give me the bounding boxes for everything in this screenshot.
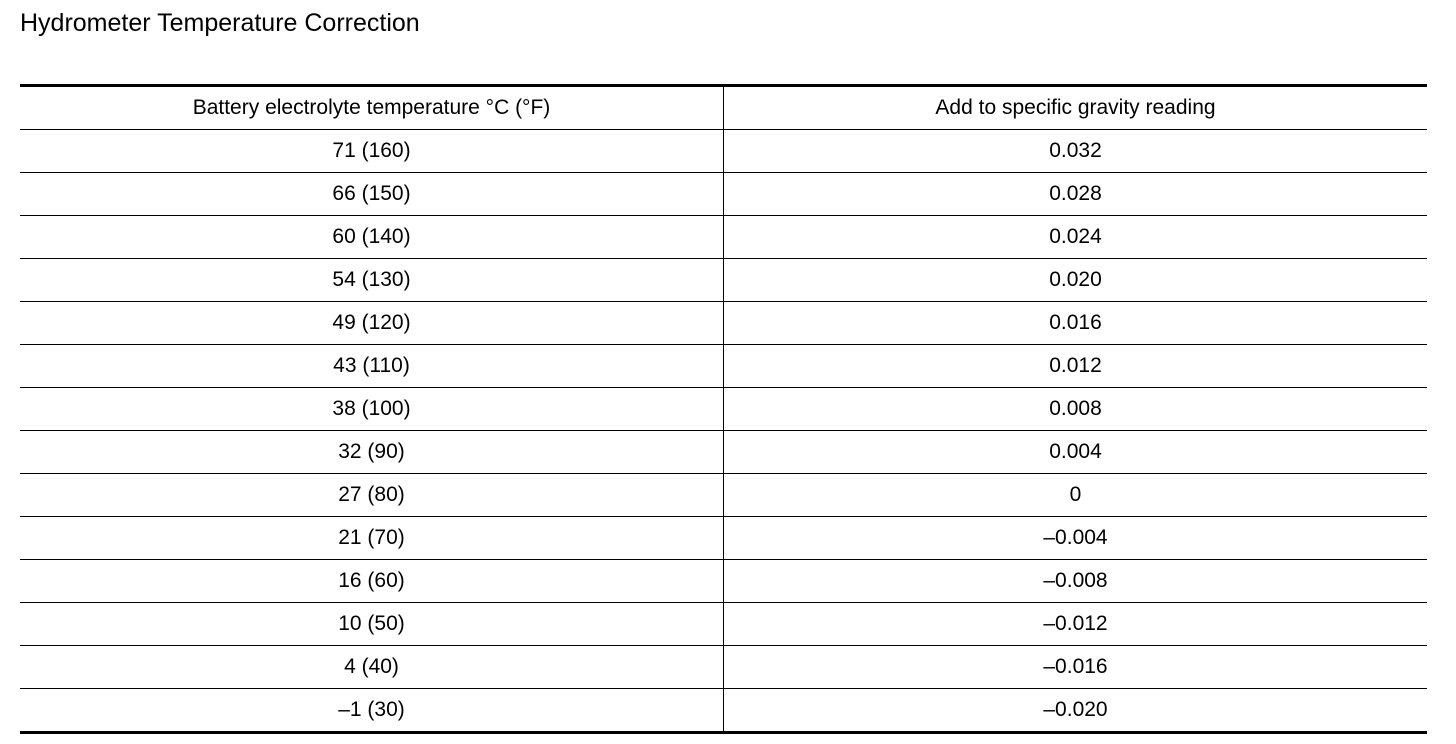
table-row xyxy=(20,130,1427,173)
correction-cell: –0.012 xyxy=(724,603,1428,646)
correction-cell: –0.020 xyxy=(724,689,1428,733)
temperature-cell: –1 (30) xyxy=(20,689,724,733)
table-row xyxy=(20,388,1427,431)
correction-cell: 0.016 xyxy=(724,302,1428,345)
temperature-cell: 38 (100) xyxy=(20,388,724,431)
correction-cell: 0.008 xyxy=(724,388,1428,431)
temperature-cell: 66 (150) xyxy=(20,173,724,216)
table-row xyxy=(20,474,1427,517)
table-row xyxy=(20,646,1427,689)
correction-cell: 0.032 xyxy=(724,130,1428,173)
table-row xyxy=(20,259,1427,302)
table-header xyxy=(20,86,1427,130)
table-row xyxy=(20,560,1427,603)
page-title: Hydrometer Temperature Correction xyxy=(20,9,420,37)
temperature-cell: 21 (70) xyxy=(20,517,724,560)
correction-table xyxy=(20,84,1427,734)
correction-cell: 0.028 xyxy=(724,173,1428,216)
table-row xyxy=(20,173,1427,216)
temperature-cell: 32 (90) xyxy=(20,431,724,474)
column-header-temperature: Battery electrolyte temperature °C (°F) xyxy=(20,86,724,130)
correction-cell: –0.004 xyxy=(724,517,1428,560)
table-row xyxy=(20,689,1427,733)
correction-cell: 0.004 xyxy=(724,431,1428,474)
temperature-cell: 60 (140) xyxy=(20,216,724,259)
correction-cell: 0 xyxy=(724,474,1428,517)
temperature-cell: 27 (80) xyxy=(20,474,724,517)
temperature-cell: 4 (40) xyxy=(20,646,724,689)
temperature-cell: 54 (130) xyxy=(20,259,724,302)
correction-table-container xyxy=(20,84,1426,734)
column-header-correction: Add to specific gravity reading xyxy=(724,86,1428,130)
correction-cell: –0.008 xyxy=(724,560,1428,603)
temperature-cell: 43 (110) xyxy=(20,345,724,388)
correction-cell: 0.024 xyxy=(724,216,1428,259)
table-row xyxy=(20,216,1427,259)
temperature-cell: 16 (60) xyxy=(20,560,724,603)
table-row xyxy=(20,302,1427,345)
header-row xyxy=(20,86,1427,130)
table-row xyxy=(20,603,1427,646)
table-body xyxy=(20,130,1427,733)
temperature-cell: 71 (160) xyxy=(20,130,724,173)
table-row xyxy=(20,431,1427,474)
correction-cell: 0.012 xyxy=(724,345,1428,388)
correction-cell: 0.020 xyxy=(724,259,1428,302)
temperature-cell: 49 (120) xyxy=(20,302,724,345)
temperature-cell: 10 (50) xyxy=(20,603,724,646)
correction-cell: –0.016 xyxy=(724,646,1428,689)
table-row xyxy=(20,345,1427,388)
table-row xyxy=(20,517,1427,560)
